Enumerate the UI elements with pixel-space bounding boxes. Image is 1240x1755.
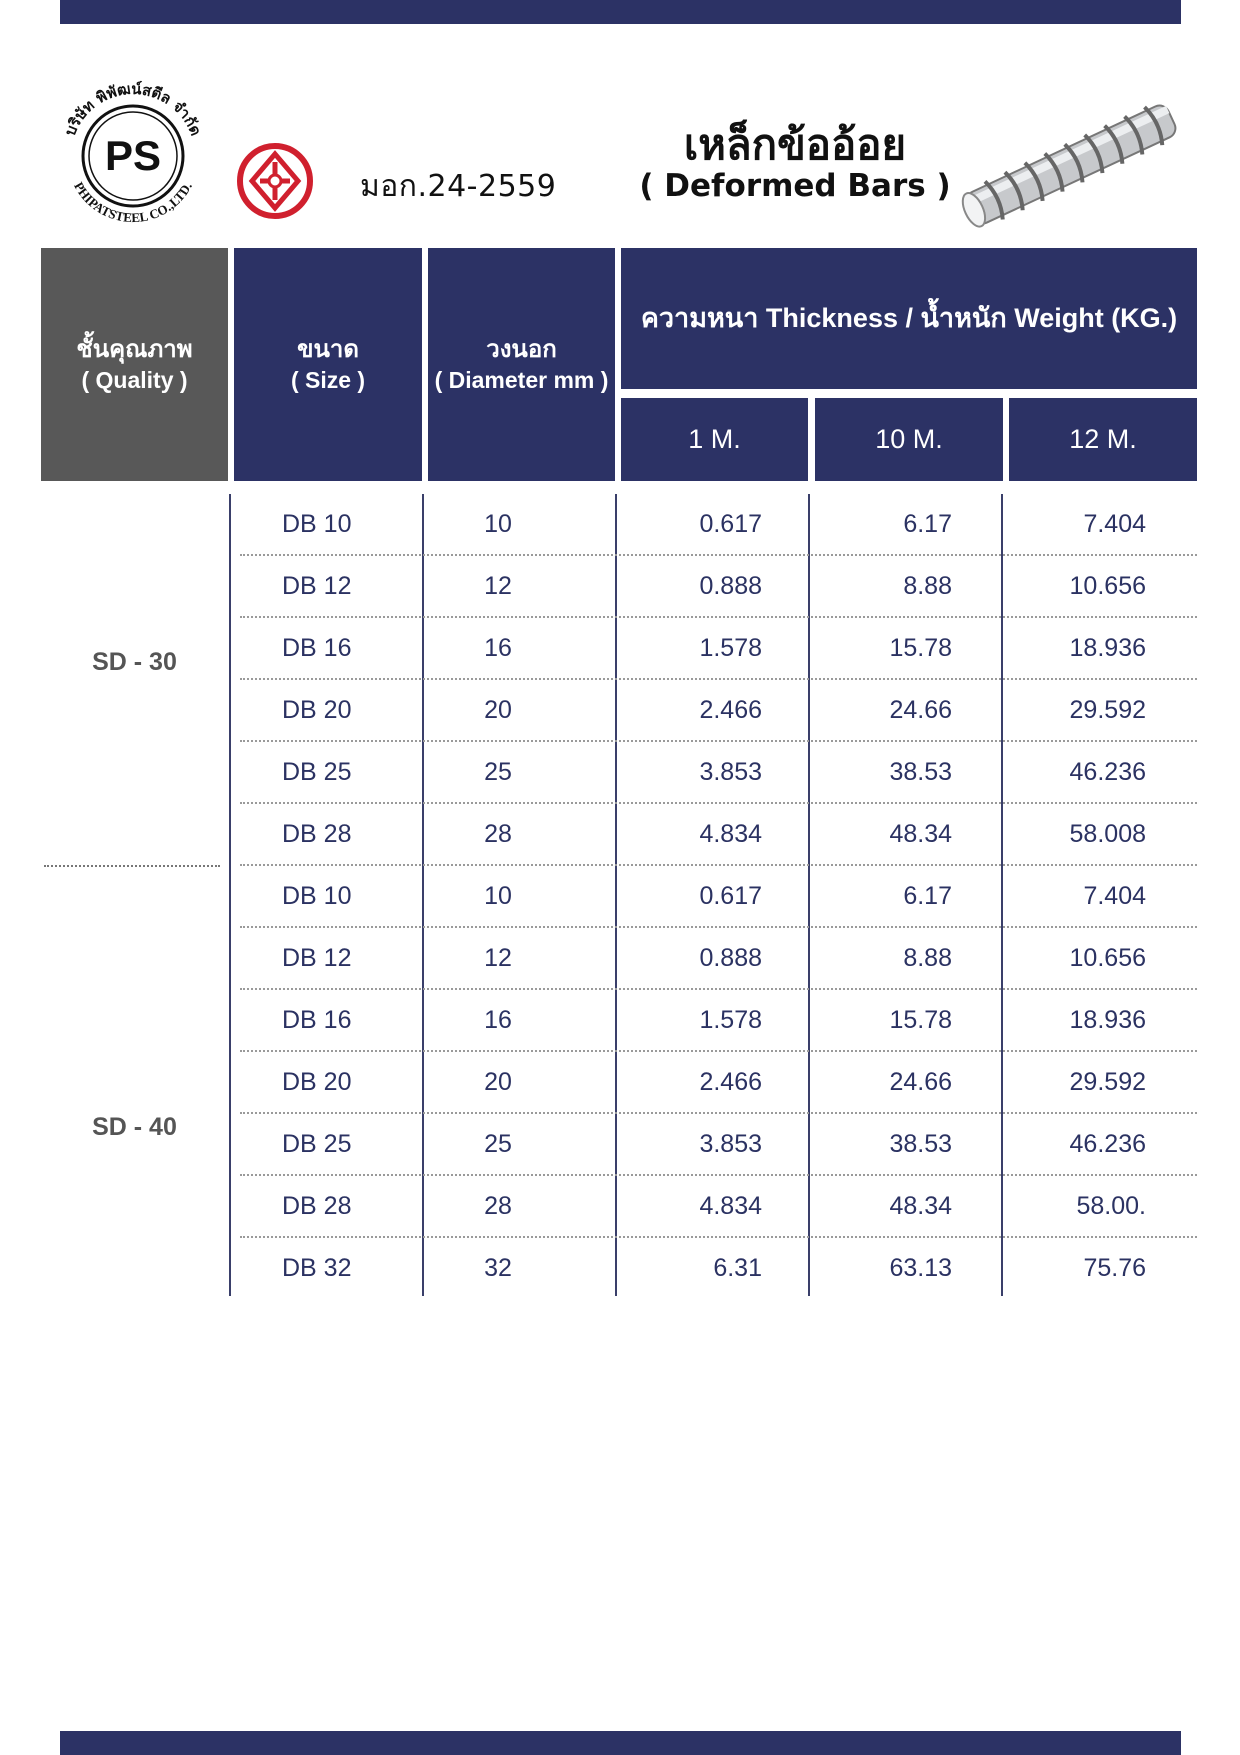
ps-logo-icon xyxy=(57,80,209,232)
cell-1m: 4.834 xyxy=(699,820,762,848)
cell-diameter: 16 xyxy=(484,1006,512,1034)
header-diameter xyxy=(428,248,615,481)
table-row xyxy=(240,928,1197,990)
table-row xyxy=(240,866,1197,928)
cell-size: DB 16 xyxy=(282,1006,352,1034)
cell-size: DB 32 xyxy=(282,1254,352,1282)
table-row xyxy=(240,1052,1197,1114)
header-12m: 12 M. xyxy=(1009,398,1197,481)
cell-diameter: 25 xyxy=(484,758,512,786)
bottom-banner-bar xyxy=(60,1731,1181,1755)
cell-diameter: 20 xyxy=(484,1068,512,1096)
cell-12m: 7.404 xyxy=(1083,882,1146,910)
logo-company-en: PHIPATSTEEL CO.,LTD. xyxy=(71,179,195,226)
cell-1m: 1.578 xyxy=(699,1006,762,1034)
cell-12m: 7.404 xyxy=(1083,510,1146,538)
header-quality xyxy=(41,248,228,481)
cell-size: DB 28 xyxy=(282,820,352,848)
cell-1m: 2.466 xyxy=(699,1068,762,1096)
cell-12m: 58.00. xyxy=(1076,1192,1146,1220)
cell-10m: 24.66 xyxy=(889,696,952,724)
logo-ps-text: PS xyxy=(104,132,162,179)
standard-number: มอก.24-2559 xyxy=(360,169,557,204)
cell-10m: 38.53 xyxy=(889,758,952,786)
cell-size: DB 28 xyxy=(282,1192,352,1220)
column-divider xyxy=(229,494,231,1296)
cell-size: DB 20 xyxy=(282,696,352,724)
cell-10m: 38.53 xyxy=(889,1130,952,1158)
cell-size: DB 10 xyxy=(282,882,352,910)
table-row xyxy=(240,742,1197,804)
header-size xyxy=(234,248,422,481)
title-english: ( Deformed Bars ) xyxy=(639,168,951,204)
table-row xyxy=(240,680,1197,742)
cell-10m: 15.78 xyxy=(889,634,952,662)
cell-1m: 4.834 xyxy=(699,1192,762,1220)
header-diameter-en: ( Diameter mm ) xyxy=(434,367,609,394)
cell-12m: 29.592 xyxy=(1069,1068,1146,1096)
cell-10m: 48.34 xyxy=(889,1192,952,1220)
cell-10m: 15.78 xyxy=(889,1006,952,1034)
table-row xyxy=(240,990,1197,1052)
cell-10m: 8.88 xyxy=(903,944,952,972)
cell-10m: 24.66 xyxy=(889,1068,952,1096)
cell-12m: 29.592 xyxy=(1069,696,1146,724)
table-row xyxy=(240,556,1197,618)
grade-label: SD - 40 xyxy=(92,1113,177,1141)
cell-12m: 18.936 xyxy=(1069,634,1146,662)
header-diameter-th: วงนอก xyxy=(486,334,557,363)
cell-12m: 46.236 xyxy=(1069,758,1146,786)
cell-1m: 1.578 xyxy=(699,634,762,662)
cell-diameter: 32 xyxy=(484,1254,512,1282)
cell-diameter: 10 xyxy=(484,510,512,538)
header-weight: ความหนา Thickness / น้ำหนัก Weight (KG.) xyxy=(621,248,1197,389)
cell-1m: 3.853 xyxy=(699,758,762,786)
cell-1m: 0.617 xyxy=(699,510,762,538)
grade-label: SD - 30 xyxy=(92,648,177,676)
table-body xyxy=(0,494,1240,1296)
tis-mark-icon xyxy=(236,142,314,220)
table-row xyxy=(240,804,1197,866)
rebar-icon xyxy=(950,100,1190,230)
cell-12m: 10.656 xyxy=(1069,572,1146,600)
logo-ring-text: บริษัท พิพัฒน์สตีล จำกัด xyxy=(60,80,206,139)
table-row xyxy=(240,618,1197,680)
table-row xyxy=(240,1176,1197,1238)
cell-1m: 2.466 xyxy=(699,696,762,724)
cell-10m: 48.34 xyxy=(889,820,952,848)
cell-12m: 75.76 xyxy=(1083,1254,1146,1282)
cell-1m: 0.617 xyxy=(699,882,762,910)
title-thai: เหล็กข้ออ้อย xyxy=(683,120,907,169)
top-banner-bar xyxy=(60,0,1181,24)
cell-diameter: 28 xyxy=(484,820,512,848)
cell-size: DB 12 xyxy=(282,944,352,972)
cell-12m: 58.008 xyxy=(1069,820,1146,848)
cell-12m: 46.236 xyxy=(1069,1130,1146,1158)
header-quality-en: ( Quality ) xyxy=(81,367,188,394)
cell-size: DB 10 xyxy=(282,510,352,538)
cell-size: DB 16 xyxy=(282,634,352,662)
group-separator xyxy=(44,865,220,867)
cell-10m: 6.17 xyxy=(903,510,952,538)
header-size-en: ( Size ) xyxy=(290,367,366,394)
table-row xyxy=(240,1114,1197,1176)
cell-10m: 6.17 xyxy=(903,882,952,910)
cell-1m: 0.888 xyxy=(699,944,762,972)
cell-size: DB 20 xyxy=(282,1068,352,1096)
cell-size: DB 25 xyxy=(282,1130,352,1158)
cell-12m: 18.936 xyxy=(1069,1006,1146,1034)
cell-1m: 3.853 xyxy=(699,1130,762,1158)
cell-10m: 63.13 xyxy=(889,1254,952,1282)
header-10m: 10 M. xyxy=(815,398,1003,481)
cell-1m: 6.31 xyxy=(713,1254,762,1282)
header-quality-th: ชั้นคุณภาพ xyxy=(76,334,193,363)
cell-diameter: 12 xyxy=(484,944,512,972)
table-row xyxy=(240,494,1197,556)
cell-size: DB 25 xyxy=(282,758,352,786)
cell-diameter: 10 xyxy=(484,882,512,910)
cell-10m: 8.88 xyxy=(903,572,952,600)
cell-size: DB 12 xyxy=(282,572,352,600)
cell-1m: 0.888 xyxy=(699,572,762,600)
cell-diameter: 20 xyxy=(484,696,512,724)
cell-diameter: 16 xyxy=(484,634,512,662)
cell-diameter: 12 xyxy=(484,572,512,600)
cell-12m: 10.656 xyxy=(1069,944,1146,972)
header-1m: 1 M. xyxy=(621,398,808,481)
cell-diameter: 28 xyxy=(484,1192,512,1220)
cell-diameter: 25 xyxy=(484,1130,512,1158)
table-row xyxy=(240,1238,1197,1300)
header-size-th: ขนาด xyxy=(297,334,359,363)
